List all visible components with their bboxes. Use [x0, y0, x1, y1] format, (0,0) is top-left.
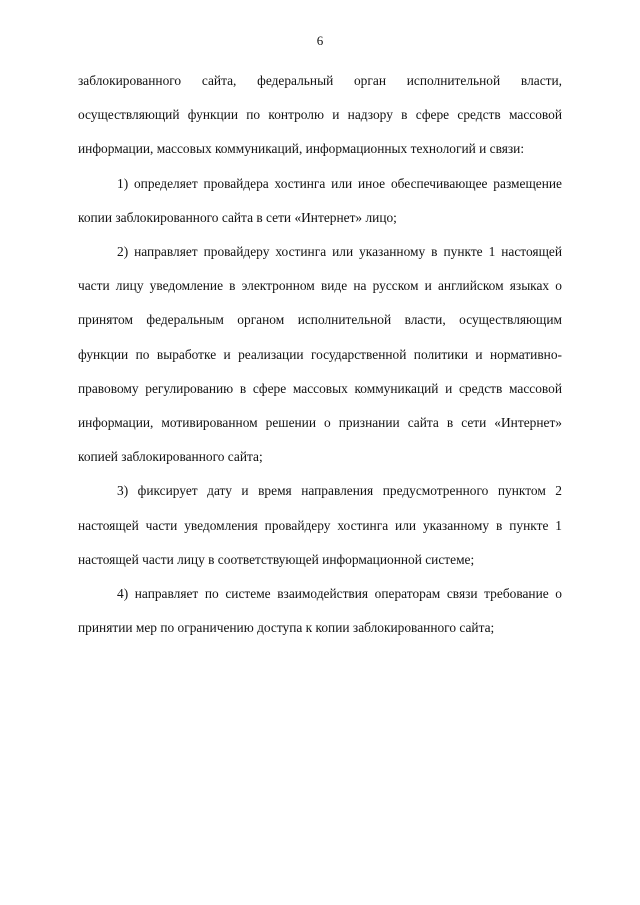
- paragraph-item-4: 4) направляет по системе взаимодействия операторам связи требование о принятии мер по ограничению доступа к копии заблокированного сайта;: [78, 586, 562, 636]
- paragraph-item-1: 1) определяет провайдера хостинга или иное обеспечивающее размещение копии заблокированного сайта в сети «Интернет» лицо;: [78, 175, 562, 225]
- document-body: [78, 64, 562, 645]
- page-number: 6: [316, 33, 324, 48]
- paragraph-intro-continuation: заблокированного сайта, федеральный орган исполнительной власти, осуществляющий функции по контролю и надзору в сфере средств массовой информации, массовых коммуникаций, информационных технологий и связи:: [78, 73, 562, 157]
- paragraph-item-3: 3) фиксирует дату и время направления предусмотренного пунктом 2 настоящей части уведомления провайдеру хостинга или указанному в пункте 1 настоящей части лицу в соответствующей информационной системе;: [78, 483, 562, 567]
- paragraph-item-2: 2) направляет провайдеру хостинга или указанному в пункте 1 настоящей части лицу уведомление в электронном виде на русском и английском языках о принятом федеральным органом исполнительной власти, осуществляющим функции по выработке и реализации государственной политики и нормативно-правовому регулированию в сфере массовых коммуникаций и средств массовой информации, мотивированном решении о признании сайта в сети «Интернет» копией заблокированного сайта;: [78, 244, 562, 465]
